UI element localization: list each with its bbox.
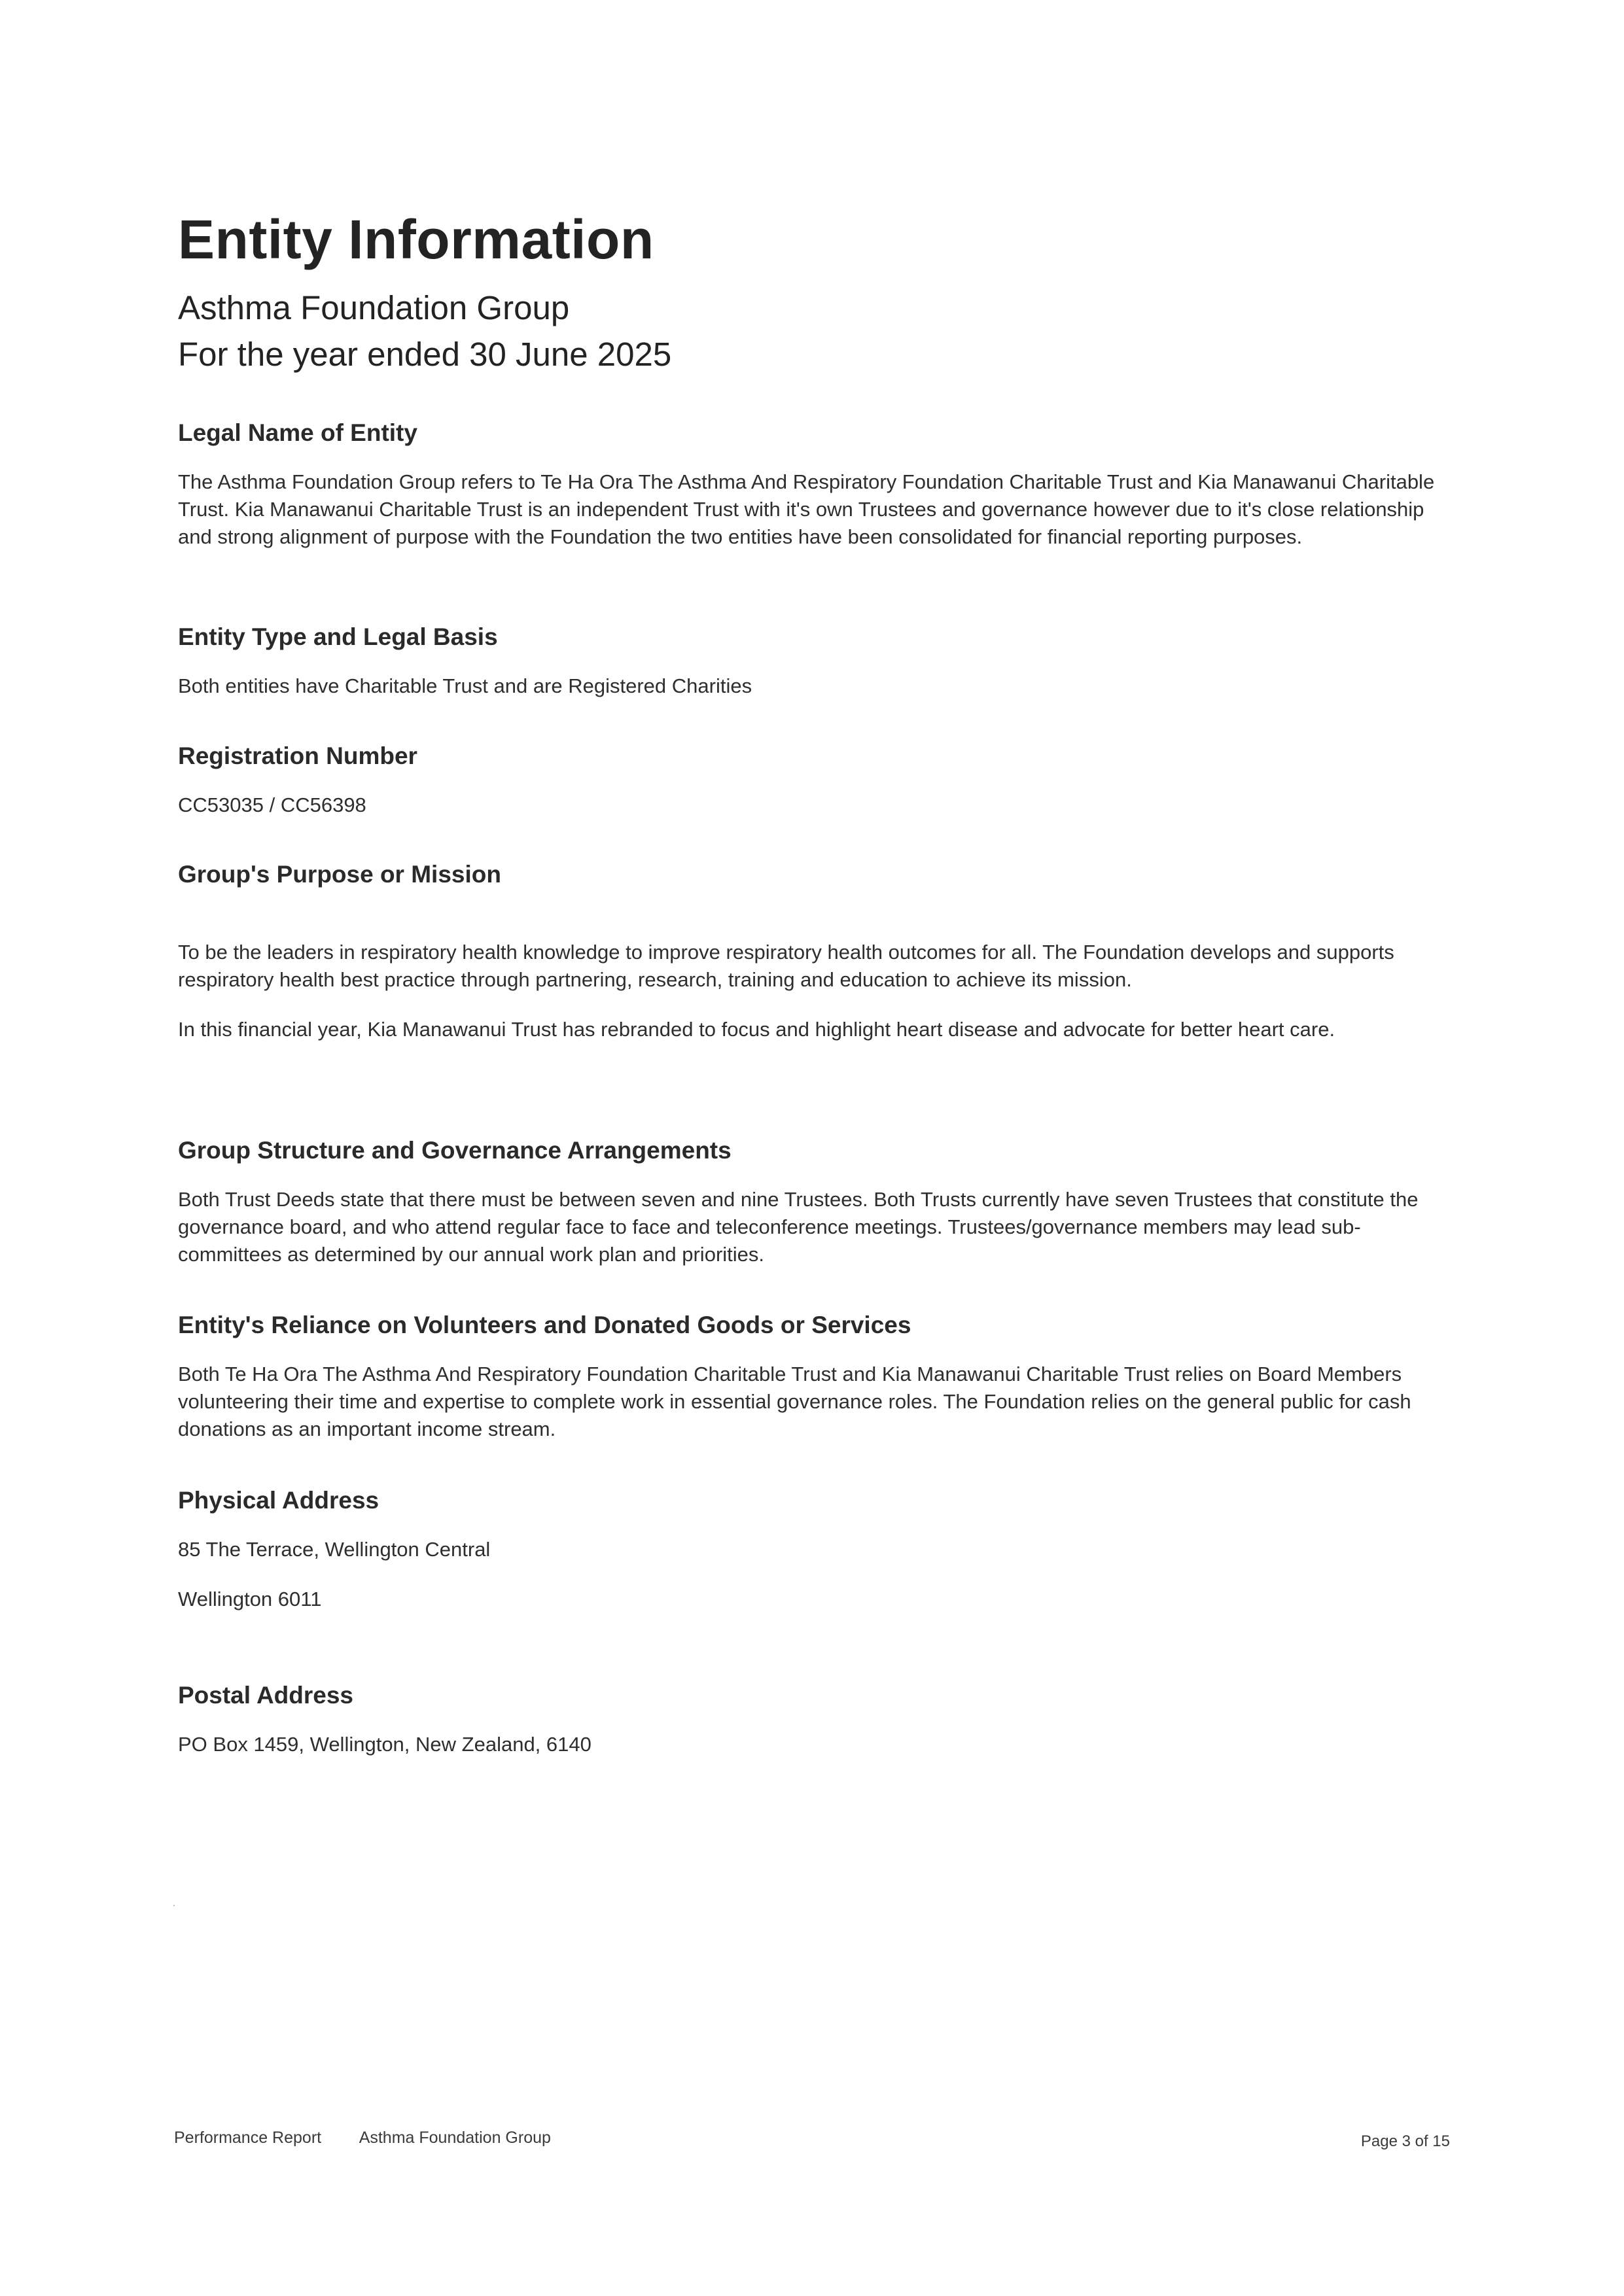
section-heading: Group's Purpose or Mission [178,861,501,888]
subtitle-block [178,285,1460,378]
section-body: In this financial year, Kia Manawanui Trust has rebranded to focus and highlight heart disease and advocate for better heart care. [178,1018,1335,1041]
section-heading: Group Structure and Governance Arrangements [178,1137,732,1164]
address-line: Wellington 6011 [178,1588,322,1611]
section-heading: Postal Address [178,1682,353,1709]
page-number: Page 3 of 15 [1360,2132,1450,2150]
footer-org-name: Asthma Foundation Group [359,2129,551,2147]
section-heading: Legal Name of Entity [178,419,417,446]
section-body: Both entities have Charitable Trust and are Registered Charities [178,674,752,698]
section-reliance [178,1310,1460,1443]
page-header [178,208,1460,406]
address-line: 85 The Terrace, Wellington Central [178,1538,491,1561]
org-name: Asthma Foundation Group [178,288,570,326]
section-body: Both Te Ha Ora The Asthma And Respiratory Foundation Charitable Trust and Kia Manawanui Charitable Trust relies on Board Members volunteering their time and expertise to complete work in essential governance roles. The Foundation relies on the general public for cash donations as an important income stream. [178,1363,1411,1441]
page-footer [174,2129,1450,2148]
section-body: The Asthma Foundation Group refers to Te Ha Ora The Asthma And Respiratory Foundation Charitable Trust and Kia Manawanui Charitable Trust. Kia Manawanui Charitable Trust is an independent Trust with it's own Trustees and governance however due to it's close relationship and strong alignment of purpose with the Foundation the two entities have been consolidated for financial reporting purposes. [178,470,1435,549]
page-title: Entity Information [178,209,654,270]
section-body: CC53035 / CC56398 [178,793,366,817]
section-structure [178,1135,1460,1268]
section-entity-type [178,621,1460,700]
section-physical-address [178,1485,1460,1613]
footer-report-name: Performance Report [174,2129,322,2147]
footer-left [174,2129,1450,2148]
section-body: To be the leaders in respiratory health knowledge to improve respiratory health outcomes for all. The Foundation develops and supports respiratory health best practice through partnering, research, training and education to achieve its mission. [178,941,1394,992]
scan-speck [173,1905,175,1906]
section-postal-address [178,1680,1460,1758]
section-body: Both Trust Deeds state that there must be between seven and nine Trustees. Both Trusts currently have seven Trustees that constitute the governance board, and who attend regular face to face and teleconference meetings. Trustees/governance members may lead sub-committees as determined by our annual work plan and priorities. [178,1188,1419,1266]
section-heading: Registration Number [178,742,417,769]
reporting-period: For the year ended 30 June 2025 [178,335,672,373]
section-heading: Entity Type and Legal Basis [178,623,498,650]
section-purpose [178,859,1460,1043]
section-heading: Physical Address [178,1487,380,1514]
section-body: PO Box 1459, Wellington, New Zealand, 6140 [178,1733,591,1756]
section-heading: Entity's Reliance on Volunteers and Donated Goods or Services [178,1312,911,1338]
section-legal-name [178,417,1460,551]
section-registration [178,740,1460,819]
